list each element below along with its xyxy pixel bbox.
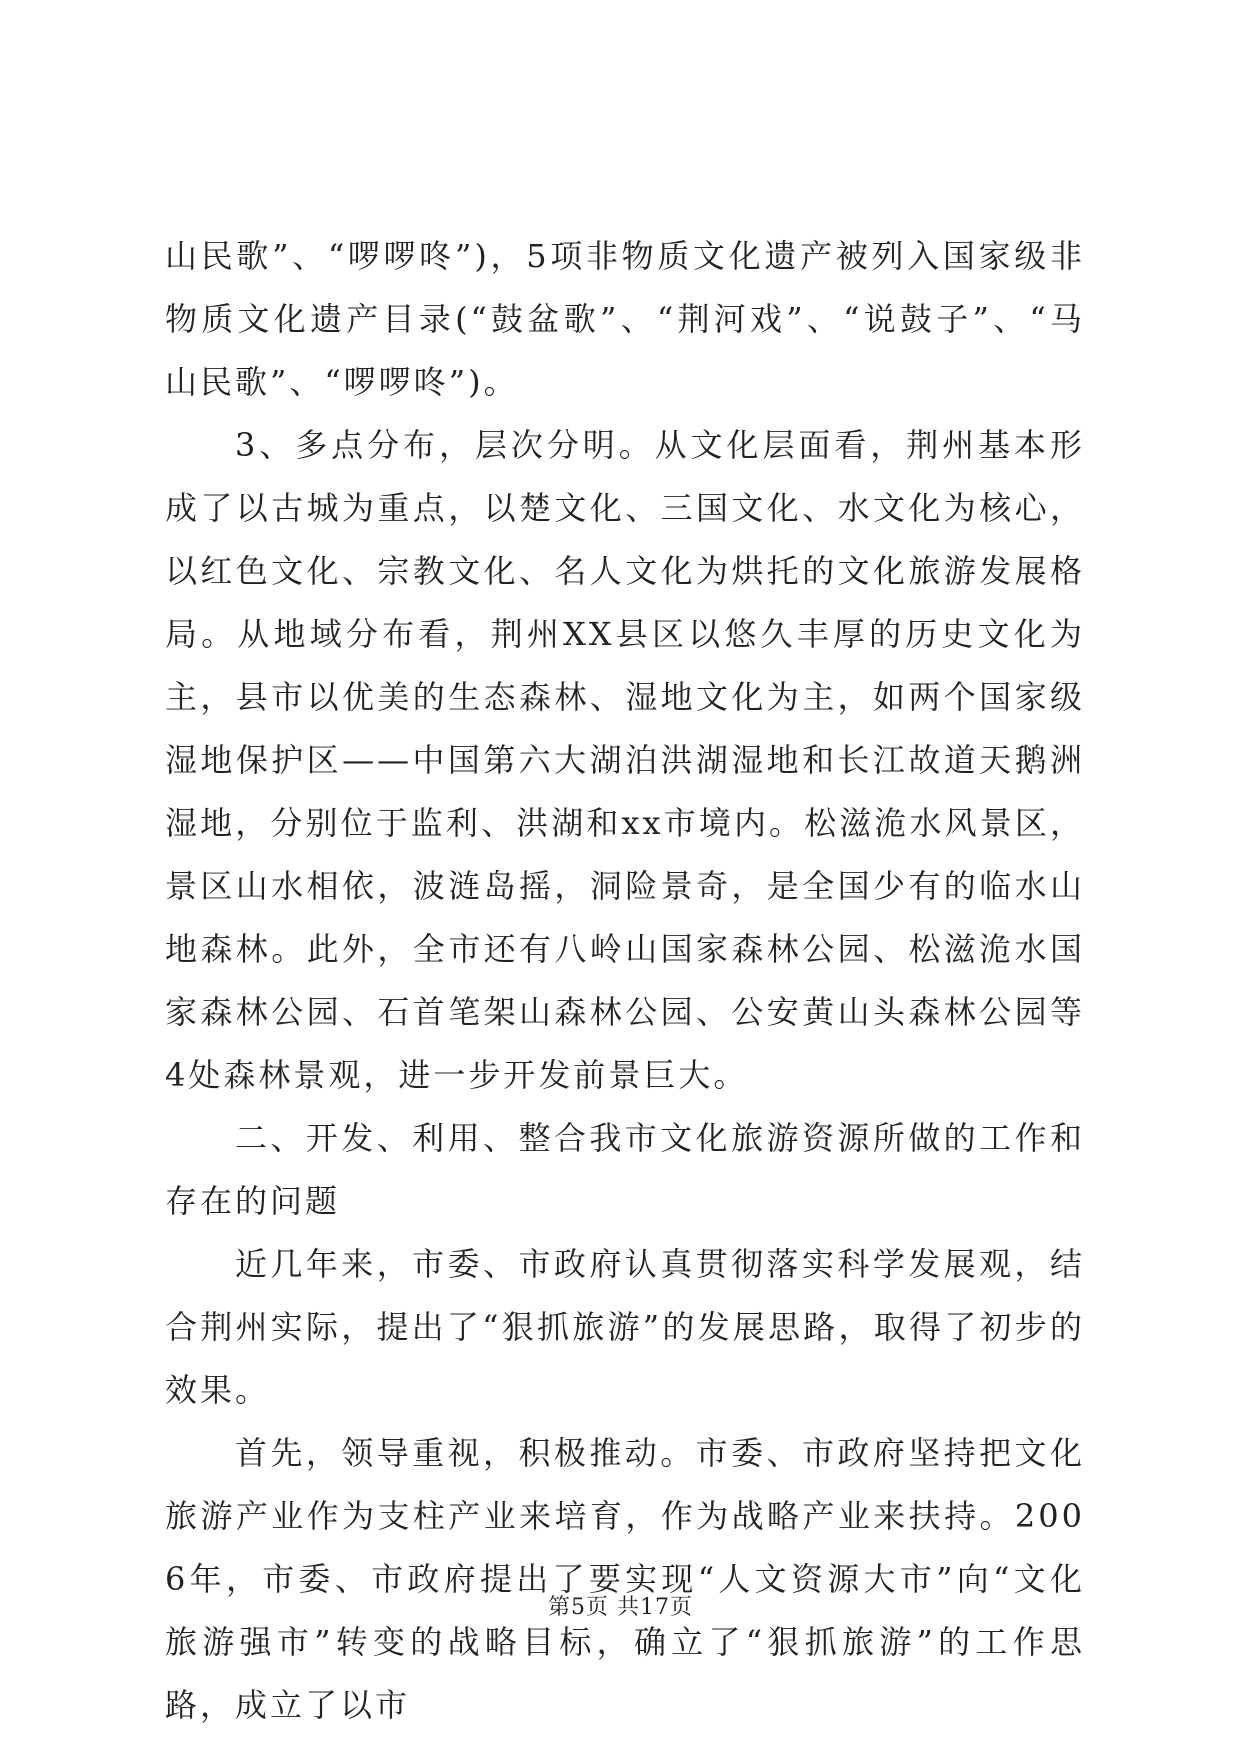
- section-heading-2: 二、开发、利用、整合我市文化旅游资源所做的工作和存在的问题: [165, 1119, 1085, 1220]
- paragraph-continuation: 山民歌”、“啰啰咚”)，5项非物质文化遗产被列入国家级非物质文化遗产目录(“鼓盆歌”、“荆河戏”、“说鼓子”、“马山民歌”、“啰啰咚”)。: [165, 237, 1085, 401]
- document-body: [165, 225, 1085, 1737]
- paragraph-distribution: 3、多点分布，层次分明。从文化层面看，荆州基本形成了以古城为重点，以楚文化、三国文化、水文化为核心，以红色文化、宗教文化、名人文化为烘托的文化旅游发展格局。从地域分布看，荆州XX县区以悠久丰厚的历史文化为主，县市以优美的生态森林、湿地文化为主，如两个国家级湿地保护区——中国第六大湖泊洪湖湿地和长江故道天鹅洲湿地，分别位于监利、洪湖和xx市境内。松滋洈水风景区，景区山水相依，波涟岛摇，洞险景奇，是全国少有的临水山地森林。此外，全市还有八岭山国家森林公园、松滋洈水国家森林公园、石首笔架山森林公园、公安黄山头森林公园等4处森林景观，进一步开发前景巨大。: [165, 426, 1085, 1094]
- paragraph-leadership: 首先，领导重视，积极推动。市委、市政府坚持把文化旅游产业作为支柱产业来培育，作为战略产业来扶持。2006年，市委、市政府提出了要实现“人文资源大市”向“文化旅游强市”转变的战略目标，确立了“狠抓旅游”的工作思路，成立了以市: [165, 1434, 1085, 1724]
- page-number-footer: 第5页 共17页: [548, 1595, 693, 1620]
- paragraph-recent-years: 近几年来，市委、市政府认真贯彻落实科学发展观，结合荆州实际，提出了“狠抓旅游”的发展思路，取得了初步的效果。: [165, 1245, 1085, 1409]
